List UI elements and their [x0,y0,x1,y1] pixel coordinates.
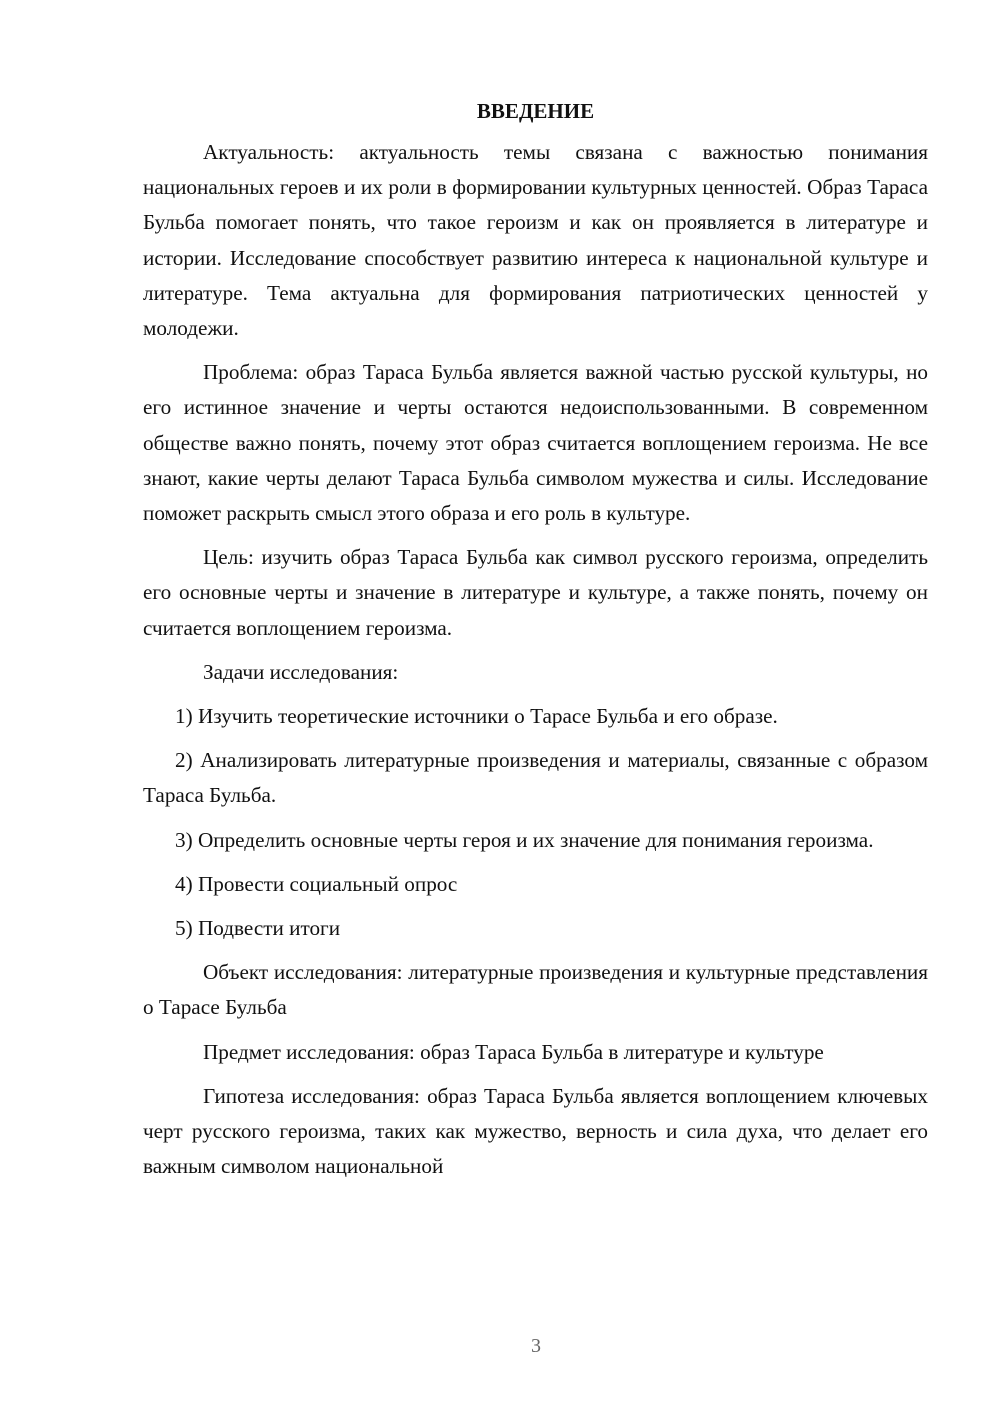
hypothesis-paragraph: Гипотеза исследования: образ Тараса Бульба является воплощением ключевых черт русского героизма, таких как мужество, верность и сила духа, что делает его важным символом национальной [143,1083,928,1179]
page-title: ВВЕДЕНИЕ [476,99,595,123]
subject-paragraph: Предмет исследования: образ Тараса Бульба в литературе и культуре [203,1039,824,1064]
goal-paragraph: Цель: изучить образ Тараса Бульба как символ русского героизма, определить его основные черты и значение в литературе и культуре, а также понять, почему он считается воплощением героизма. [143,545,928,640]
object-paragraph: Объект исследования: литературные произведения и культурные представления о Тарасе Бульба [143,960,928,1020]
relevance-paragraph: Актуальность: актуальность темы связана с важностью понимания национальных героев и их роли в формировании культурных ценностей. Образ Тараса Бульба помогает понять, что такое героизм и как он проявляется в литературе и истории. Исследование способствует развитию интереса к национальной культуре и литературе. Тема актуальна для формирования патриотических ценностей у молодежи. [143,140,928,341]
problem-paragraph: Проблема: образ Тараса Бульба является важной частью русской культуры, но его истинное значение и черты остаются недоиспользованными. В современном обществе важно понять, почему этот образ считается воплощением героизма. Не все знают, какие черты делают Тараса Бульба символом мужества и силы. Исследование поможет раскрыть смысл этого образа и его роль в культуре. [143,360,928,526]
task-item: 5) Подвести итоги [175,916,341,941]
task-item: 1) Изучить теоретические источники о Тарасе Бульба и его образе. [175,704,778,729]
page-number: 3 [531,1335,541,1357]
page-content [143,96,928,1184]
task-item: 4) Провести социальный опрос [175,871,458,896]
tasks-heading: Задачи исследования: [203,659,399,684]
task-item: 3) Определить основные черты героя и их значение для понимания героизма. [175,827,874,852]
task-item: 2) Анализировать литературные произведения и материалы, связанные с образом Тараса Бульба. [143,748,928,808]
